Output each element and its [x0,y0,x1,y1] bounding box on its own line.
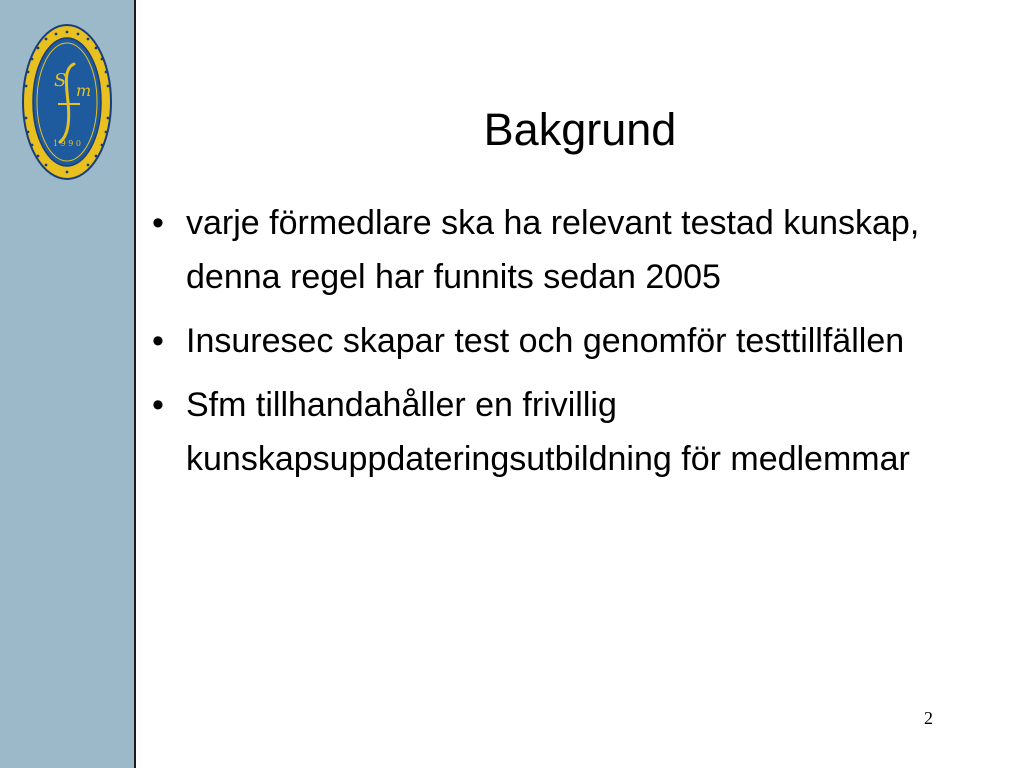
slide-title: Bakgrund [483,104,677,155]
svg-text:S: S [54,70,67,91]
bullet-text: Sfm tillhandahåller en frivillig kunskapsuppdateringsutbildning för medlemmar [186,386,910,478]
bullet-text: varje förmedlare ska ha relevant testad kunskap, denna regel har funnits sedan 2005 [186,204,920,296]
bullet-icon: • [152,386,164,424]
page-number: 2 [924,708,933,728]
bullet-text: Insuresec skapar test och genomför testtillfällen [186,322,905,360]
svg-text:1 9 9 0: 1 9 9 0 [53,139,81,148]
sfm-logo [22,24,112,180]
bullet-icon: • [152,204,164,242]
bullet-icon: • [152,322,164,360]
bullet-list [148,196,948,496]
bullet-item [148,314,948,368]
sidebar-band [0,0,136,768]
bullet-item [148,196,948,304]
bullet-item [148,378,948,486]
svg-text:m: m [76,81,92,100]
